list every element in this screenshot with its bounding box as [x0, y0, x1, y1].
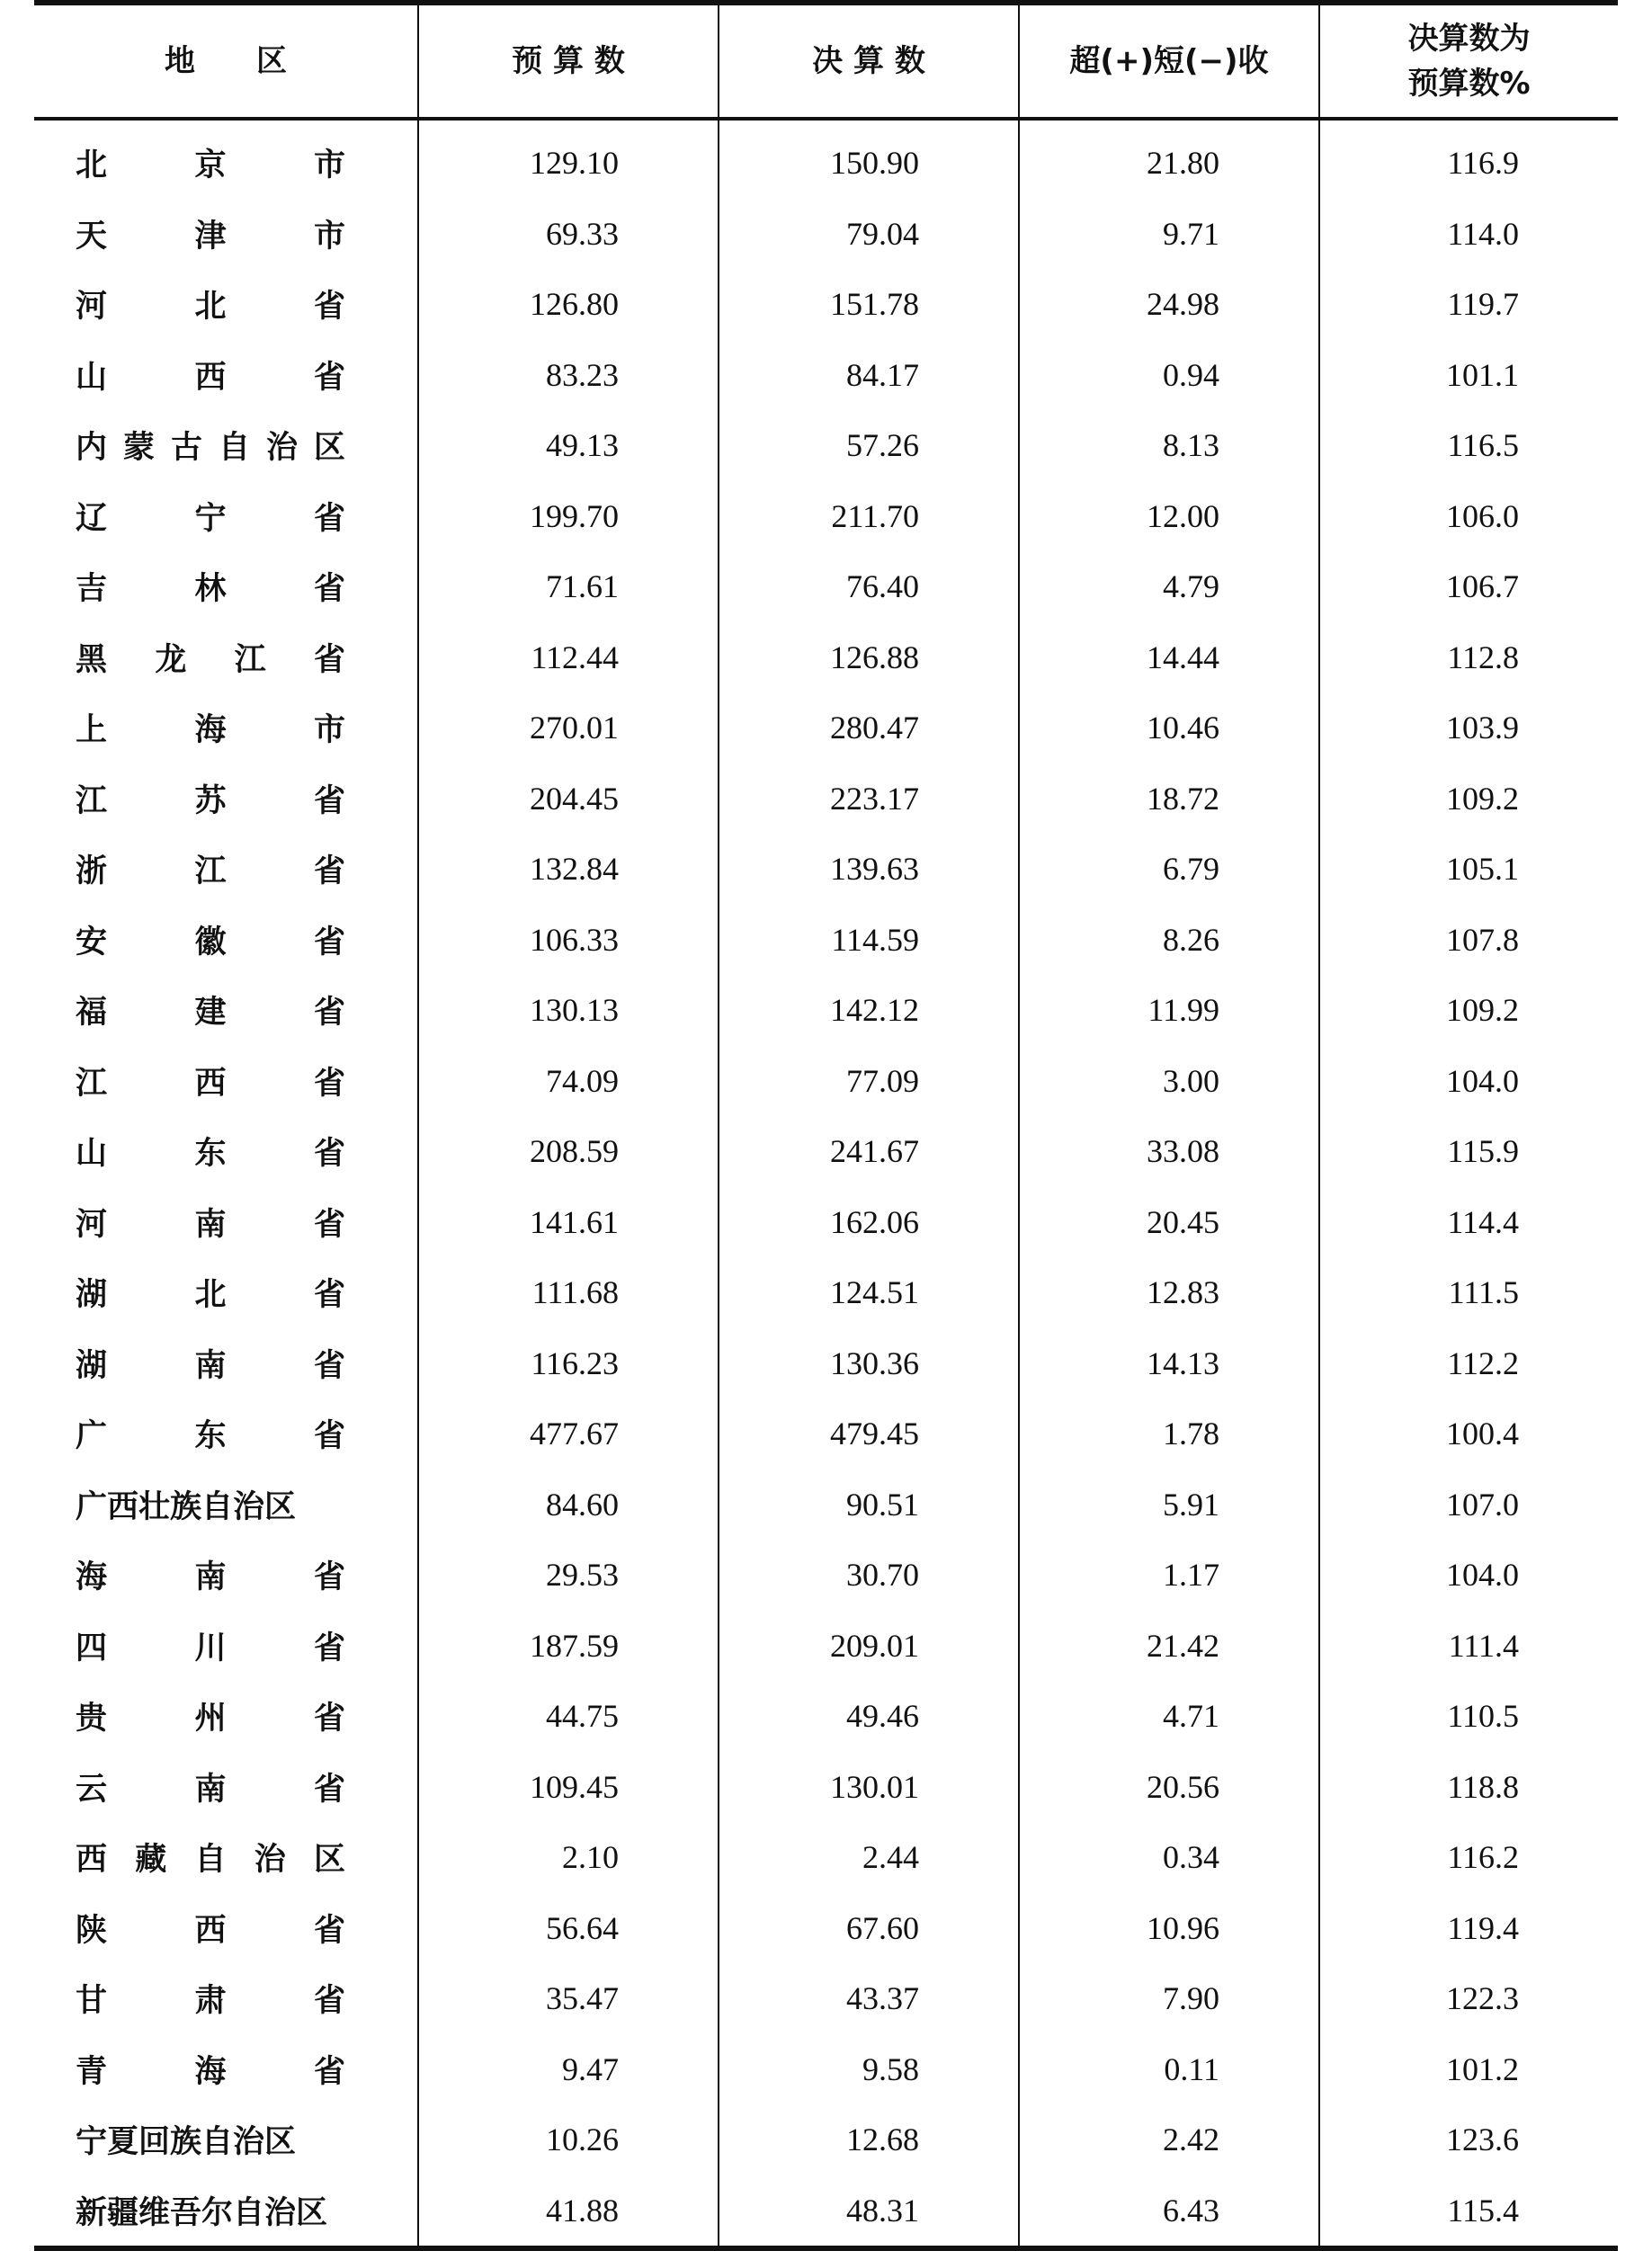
- diff-cell: 11.99: [1019, 975, 1319, 1046]
- region-cell: [34, 1752, 418, 1823]
- budget-cell: 56.64: [418, 1893, 719, 1964]
- region-name: 湖 北 省: [76, 1277, 345, 1314]
- region-cell: [34, 340, 418, 411]
- region-name: 山 西 省: [76, 359, 345, 396]
- region-cell: [34, 481, 418, 552]
- diff-cell: 20.45: [1019, 1187, 1319, 1258]
- budget-cell: 106.33: [418, 905, 719, 976]
- region-name: 青 海 省: [76, 2053, 345, 2090]
- budget-table-page: [34, 0, 1618, 2236]
- region-name: 海 南 省: [76, 1559, 345, 1596]
- budget-cell: 69.33: [418, 199, 719, 270]
- diff-cell: 1.17: [1019, 1540, 1319, 1611]
- pct-cell: 109.2: [1319, 764, 1618, 835]
- region-name: 天 津 市: [76, 218, 345, 255]
- table-row: [34, 199, 1618, 270]
- budget-cell: 41.88: [418, 2175, 719, 2249]
- pct-cell: 100.4: [1319, 1398, 1618, 1469]
- diff-cell: 10.46: [1019, 692, 1319, 764]
- region-name: 内 蒙 古 自 治 区: [76, 430, 345, 467]
- pct-cell: 109.2: [1319, 975, 1618, 1046]
- table-row: [34, 905, 1618, 976]
- region-name: 福 建 省: [76, 995, 345, 1032]
- final-cell: 209.01: [719, 1611, 1019, 1682]
- budget-cell: 208.59: [418, 1116, 719, 1187]
- final-cell: 139.63: [719, 834, 1019, 905]
- region-cell: [34, 1893, 418, 1964]
- region-name: 西 藏 自 治 区: [76, 1842, 345, 1879]
- region-cell: [34, 2104, 418, 2175]
- table-row: [34, 1681, 1618, 1752]
- region-cell: [34, 2175, 418, 2249]
- budget-cell: 116.23: [418, 1328, 719, 1399]
- pct-cell: 111.4: [1319, 1611, 1618, 1682]
- pct-cell: 104.0: [1319, 1540, 1618, 1611]
- diff-cell: 20.56: [1019, 1752, 1319, 1823]
- region-cell: [34, 764, 418, 835]
- budget-cell: 129.10: [418, 119, 719, 199]
- region-name: 吉 林 省: [76, 571, 345, 608]
- region-name: 广西壮族自治区: [76, 1488, 297, 1525]
- final-cell: 223.17: [719, 764, 1019, 835]
- pct-cell: 115.4: [1319, 2175, 1618, 2249]
- region-cell: [34, 905, 418, 976]
- table-row: [34, 1046, 1618, 1117]
- table-row: [34, 481, 1618, 552]
- budget-cell: 44.75: [418, 1681, 719, 1752]
- header-region: 地 区: [34, 3, 418, 119]
- region-name: 新疆维吾尔自治区: [76, 2194, 328, 2231]
- final-cell: 150.90: [719, 119, 1019, 199]
- pct-cell: 105.1: [1319, 834, 1618, 905]
- final-cell: 76.40: [719, 551, 1019, 622]
- pct-cell: 107.0: [1319, 1469, 1618, 1541]
- region-cell: [34, 269, 418, 340]
- final-cell: 57.26: [719, 410, 1019, 481]
- region-cell: [34, 410, 418, 481]
- budget-cell: 71.61: [418, 551, 719, 622]
- table-row: [34, 1257, 1618, 1328]
- final-cell: 48.31: [719, 2175, 1019, 2249]
- final-cell: 124.51: [719, 1257, 1019, 1328]
- budget-cell: 270.01: [418, 692, 719, 764]
- table-row: [34, 1540, 1618, 1611]
- pct-cell: 106.0: [1319, 481, 1618, 552]
- table-row: [34, 1328, 1618, 1399]
- region-cell: [34, 1611, 418, 1682]
- diff-cell: 2.42: [1019, 2104, 1319, 2175]
- header-pct: [1319, 3, 1618, 119]
- pct-cell: 107.8: [1319, 905, 1618, 976]
- budget-cell: 83.23: [418, 340, 719, 411]
- table-row: [34, 764, 1618, 835]
- pct-cell: 122.3: [1319, 1963, 1618, 2034]
- final-cell: 241.67: [719, 1116, 1019, 1187]
- diff-cell: 6.43: [1019, 2175, 1319, 2249]
- pct-cell: 116.2: [1319, 1822, 1618, 1893]
- table-row: [34, 410, 1618, 481]
- header-pct-line2: 预算数%: [1407, 66, 1531, 102]
- pct-cell: 116.9: [1319, 119, 1618, 199]
- region-cell: [34, 1963, 418, 2034]
- table-row: [34, 1752, 1618, 1823]
- table-row: [34, 2034, 1618, 2105]
- budget-cell: 112.44: [418, 622, 719, 693]
- diff-cell: 9.71: [1019, 199, 1319, 270]
- final-cell: 67.60: [719, 1893, 1019, 1964]
- pct-cell: 116.5: [1319, 410, 1618, 481]
- region-cell: [34, 2034, 418, 2105]
- budget-cell: 109.45: [418, 1752, 719, 1823]
- budget-cell: 187.59: [418, 1611, 719, 1682]
- pct-cell: 112.8: [1319, 622, 1618, 693]
- header-row: [34, 3, 1618, 119]
- table-row: [34, 551, 1618, 622]
- region-cell: [34, 1398, 418, 1469]
- final-cell: 43.37: [719, 1963, 1019, 2034]
- diff-cell: 14.44: [1019, 622, 1319, 693]
- diff-cell: 12.83: [1019, 1257, 1319, 1328]
- pct-cell: 114.4: [1319, 1187, 1618, 1258]
- budget-cell: 84.60: [418, 1469, 719, 1541]
- final-cell: 2.44: [719, 1822, 1019, 1893]
- final-cell: 84.17: [719, 340, 1019, 411]
- region-name: 四 川 省: [76, 1630, 345, 1666]
- region-name: 甘 肃 省: [76, 1983, 345, 2020]
- pct-cell: 118.8: [1319, 1752, 1618, 1823]
- diff-cell: 0.34: [1019, 1822, 1319, 1893]
- region-cell: [34, 1469, 418, 1541]
- final-cell: 90.51: [719, 1469, 1019, 1541]
- pct-cell: 101.1: [1319, 340, 1618, 411]
- region-cell: [34, 1328, 418, 1399]
- region-cell: [34, 1681, 418, 1752]
- region-cell: [34, 692, 418, 764]
- budget-cell: 74.09: [418, 1046, 719, 1117]
- final-cell: 49.46: [719, 1681, 1019, 1752]
- region-name: 黑 龙 江 省: [76, 641, 345, 678]
- pct-cell: 115.9: [1319, 1116, 1618, 1187]
- final-cell: 9.58: [719, 2034, 1019, 2105]
- region-name: 河 北 省: [76, 289, 345, 326]
- pct-cell: 112.2: [1319, 1328, 1618, 1399]
- table-row: [34, 269, 1618, 340]
- region-name: 山 东 省: [76, 1136, 345, 1173]
- header-diff: 超(+)短(−)收: [1019, 3, 1319, 119]
- region-name: 云 南 省: [76, 1771, 345, 1808]
- pct-cell: 119.4: [1319, 1893, 1618, 1964]
- region-cell: [34, 1257, 418, 1328]
- pct-cell: 103.9: [1319, 692, 1618, 764]
- region-name: 江 苏 省: [76, 782, 345, 819]
- table-row: [34, 1469, 1618, 1541]
- region-cell: [34, 1116, 418, 1187]
- budget-cell: 35.47: [418, 1963, 719, 2034]
- pct-cell: 106.7: [1319, 551, 1618, 622]
- budget-cell: 29.53: [418, 1540, 719, 1611]
- pct-cell: 104.0: [1319, 1046, 1618, 1117]
- final-cell: 280.47: [719, 692, 1019, 764]
- diff-cell: 24.98: [1019, 269, 1319, 340]
- pct-cell: 119.7: [1319, 269, 1618, 340]
- table-row: [34, 340, 1618, 411]
- pct-cell: 114.0: [1319, 199, 1618, 270]
- table-row: [34, 1398, 1618, 1469]
- region-name: 江 西 省: [76, 1065, 345, 1102]
- final-cell: 114.59: [719, 905, 1019, 976]
- budget-cell: 111.68: [418, 1257, 719, 1328]
- table-row: [34, 1822, 1618, 1893]
- region-name: 河 南 省: [76, 1206, 345, 1243]
- final-cell: 151.78: [719, 269, 1019, 340]
- final-cell: 30.70: [719, 1540, 1019, 1611]
- budget-cell: 2.10: [418, 1822, 719, 1893]
- region-cell: [34, 551, 418, 622]
- diff-cell: 1.78: [1019, 1398, 1319, 1469]
- region-name: 辽 宁 省: [76, 500, 345, 537]
- final-cell: 126.88: [719, 622, 1019, 693]
- budget-cell: 141.61: [418, 1187, 719, 1258]
- region-name: 安 徽 省: [76, 924, 345, 960]
- budget-cell: 126.80: [418, 269, 719, 340]
- region-cell: [34, 834, 418, 905]
- region-name: 贵 州 省: [76, 1701, 345, 1737]
- table-row: [34, 2175, 1618, 2249]
- table-body: [34, 119, 1618, 2248]
- final-cell: 77.09: [719, 1046, 1019, 1117]
- region-name: 上 海 市: [76, 712, 345, 749]
- region-name: 陕 西 省: [76, 1912, 345, 1949]
- table-row: [34, 1611, 1618, 1682]
- region-cell: [34, 1822, 418, 1893]
- region-cell: [34, 622, 418, 693]
- diff-cell: 8.26: [1019, 905, 1319, 976]
- region-name: 浙 江 省: [76, 853, 345, 890]
- table-row: [34, 975, 1618, 1046]
- table-row: [34, 1893, 1618, 1964]
- table-row: [34, 692, 1618, 764]
- table-row: [34, 1187, 1618, 1258]
- diff-cell: 18.72: [1019, 764, 1319, 835]
- diff-cell: 21.80: [1019, 119, 1319, 199]
- table-row: [34, 2104, 1618, 2175]
- budget-table: [34, 0, 1618, 2251]
- final-cell: 211.70: [719, 481, 1019, 552]
- final-cell: 12.68: [719, 2104, 1019, 2175]
- diff-cell: 4.79: [1019, 551, 1319, 622]
- diff-cell: 6.79: [1019, 834, 1319, 905]
- final-cell: 130.01: [719, 1752, 1019, 1823]
- diff-cell: 4.71: [1019, 1681, 1319, 1752]
- budget-cell: 10.26: [418, 2104, 719, 2175]
- table-row: [34, 622, 1618, 693]
- final-cell: 130.36: [719, 1328, 1019, 1399]
- diff-cell: 33.08: [1019, 1116, 1319, 1187]
- region-cell: [34, 1046, 418, 1117]
- diff-cell: 0.94: [1019, 340, 1319, 411]
- final-cell: 79.04: [719, 199, 1019, 270]
- region-cell: [34, 975, 418, 1046]
- budget-cell: 132.84: [418, 834, 719, 905]
- diff-cell: 5.91: [1019, 1469, 1319, 1541]
- header-final: 决 算 数: [719, 3, 1019, 119]
- diff-cell: 14.13: [1019, 1328, 1319, 1399]
- budget-cell: 199.70: [418, 481, 719, 552]
- final-cell: 479.45: [719, 1398, 1019, 1469]
- diff-cell: 3.00: [1019, 1046, 1319, 1117]
- region-name: 宁夏回族自治区: [76, 2124, 297, 2161]
- pct-cell: 123.6: [1319, 2104, 1618, 2175]
- diff-cell: 0.11: [1019, 2034, 1319, 2105]
- final-cell: 142.12: [719, 975, 1019, 1046]
- pct-cell: 101.2: [1319, 2034, 1618, 2105]
- region-name: 湖 南 省: [76, 1347, 345, 1384]
- diff-cell: 12.00: [1019, 481, 1319, 552]
- header-budget: 预 算 数: [418, 3, 719, 119]
- region-cell: [34, 199, 418, 270]
- region-name: 北 京 市: [76, 147, 345, 184]
- budget-cell: 49.13: [418, 410, 719, 481]
- pct-cell: 110.5: [1319, 1681, 1618, 1752]
- region-cell: [34, 1540, 418, 1611]
- region-name: 广 东 省: [76, 1418, 345, 1455]
- region-cell: [34, 119, 418, 199]
- diff-cell: 8.13: [1019, 410, 1319, 481]
- budget-cell: 477.67: [418, 1398, 719, 1469]
- region-cell: [34, 1187, 418, 1258]
- budget-cell: 9.47: [418, 2034, 719, 2105]
- diff-cell: 7.90: [1019, 1963, 1319, 2034]
- final-cell: 162.06: [719, 1187, 1019, 1258]
- table-row: [34, 834, 1618, 905]
- table-row: [34, 119, 1618, 199]
- diff-cell: 10.96: [1019, 1893, 1319, 1964]
- table-row: [34, 1963, 1618, 2034]
- header-pct-line1: 决算数为: [1407, 21, 1531, 57]
- table-row: [34, 1116, 1618, 1187]
- pct-cell: 111.5: [1319, 1257, 1618, 1328]
- budget-cell: 204.45: [418, 764, 719, 835]
- budget-cell: 130.13: [418, 975, 719, 1046]
- diff-cell: 21.42: [1019, 1611, 1319, 1682]
